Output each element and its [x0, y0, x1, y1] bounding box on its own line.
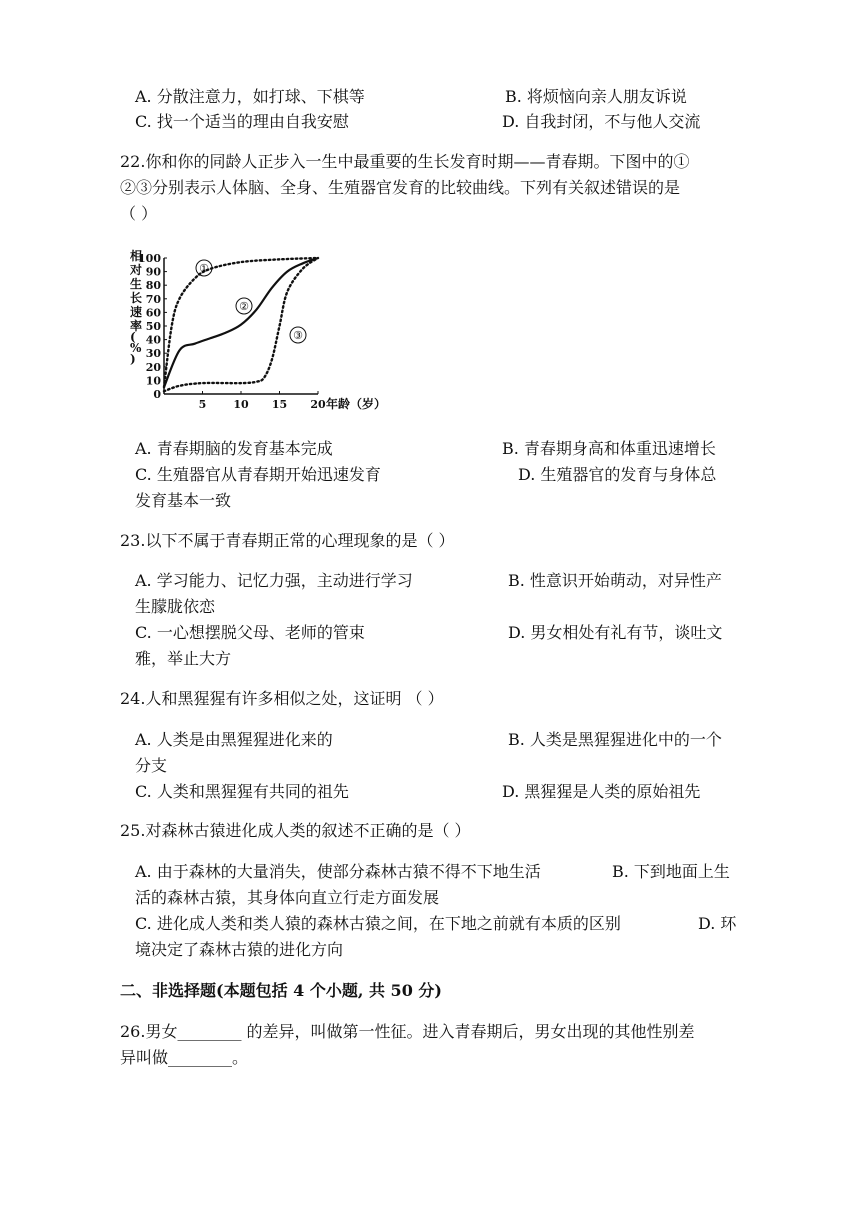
y-tick-label: 70: [145, 292, 161, 306]
q23-option-a: A. 学习能力、记忆力强，主动进行学习: [135, 571, 413, 590]
y-axis-label-char: 生: [130, 277, 143, 291]
y-axis-label-char: 率: [130, 319, 143, 333]
q22-option-b: B. 青春期身高和体重迅速增长: [502, 439, 716, 458]
q21-option-a: A. 分散注意力，如打球、下棋等: [135, 87, 365, 106]
y-axis-label-char: 长: [130, 291, 143, 305]
q23-option-b: B. 性意识开始萌动，对异性产: [508, 571, 722, 590]
q25-stem: 25.对森林古猿进化成人类的叙述不正确的是（ ）: [120, 821, 471, 840]
q23-option-c: C. 一心想摆脱父母、老师的管束: [135, 623, 365, 642]
y-tick-label: 0: [153, 388, 161, 401]
y-tick-label: 30: [145, 347, 161, 361]
y-axis-label-char: %: [130, 341, 142, 355]
q22-option-d-cont: 发育基本一致: [135, 491, 232, 510]
q25-option-c: C. 进化成人类和类人猿的森林古猿之间，在下地之前就有本质的区别: [135, 914, 621, 933]
y-axis-label-char: 对: [130, 263, 143, 277]
y-tick-label: 80: [145, 279, 161, 293]
series-label-2: ②: [239, 300, 249, 313]
q26-line1: 26.男女________ 的差异，叫做第一性征。进入青春期后，男女出现的其他性别差: [120, 1022, 695, 1041]
q23-option-d-cont: 雅，举止大方: [135, 649, 232, 668]
q23-option-d: D. 男女相处有礼有节，谈吐文: [508, 623, 723, 642]
q22-option-c: C. 生殖器官从青春期开始迅速发育: [135, 465, 381, 484]
q22-stem-line2: ②③分别表示人体脑、全身、生殖器官发育的比较曲线。下列有关叙述错误的是: [120, 178, 681, 197]
q23-option-b-cont: 生朦胧依恋: [135, 597, 216, 616]
growth-curve-chart: [118, 248, 398, 418]
q21-option-c: C. 找一个适当的理由自我安慰: [135, 112, 349, 131]
q25-option-b-cont: 活的森林古猿，其身体向直立行走方面发展: [135, 888, 440, 907]
q24-option-d: D. 黑猩猩是人类的原始祖先: [502, 782, 701, 801]
y-tick-label: 100: [138, 252, 161, 265]
q24-stem: 24.人和黑猩猩有许多相似之处，这证明 （ ）: [120, 689, 444, 708]
y-tick-label: 10: [145, 374, 161, 388]
section-title: 二、非选择题(本题包括 4 个小题, 共 50 分): [120, 981, 442, 1000]
q24-option-b: B. 人类是黑猩猩进化中的一个: [508, 730, 722, 749]
y-tick-label: 90: [145, 265, 161, 279]
y-axis-label-char: (: [130, 330, 136, 344]
q22-option-d: D. 生殖器官的发育与身体总: [518, 465, 717, 484]
y-tick-label: 40: [145, 333, 161, 347]
q24-option-b-cont: 分支: [135, 756, 168, 775]
x-tick-label: 10: [233, 398, 249, 411]
x-tick-label: 15: [271, 398, 288, 411]
q25-option-d-cont: 境决定了森林古猿的进化方向: [135, 940, 344, 959]
q21-option-b: B. 将烦恼向亲人朋友诉说: [505, 87, 687, 106]
q25-option-a: A. 由于森林的大量消失，使部分森林古猿不得不下地生活: [135, 862, 541, 881]
q24-option-a: A. 人类是由黑猩猩进化来的: [135, 730, 333, 749]
y-axis-label-char: 速: [130, 305, 143, 319]
q25-option-b: B. 下到地面上生: [612, 862, 730, 881]
q22-stem-line1: 22.你和你的同龄人正步入一生中最重要的生长发育时期——青春期。下图中的①: [120, 152, 690, 171]
series-label-3: ③: [293, 329, 303, 342]
q26-line2: 异叫做________。: [120, 1048, 249, 1067]
y-tick-label: 60: [145, 306, 161, 320]
y-tick-label: 20: [145, 360, 161, 374]
q22-stem-line3: （ ）: [120, 204, 158, 223]
y-tick-label: 50: [145, 320, 161, 333]
x-tick-label: 5: [198, 398, 207, 411]
y-axis-label-char: ): [130, 352, 136, 366]
q24-option-c: C. 人类和黑猩猩有共同的祖先: [135, 782, 349, 801]
series-label-1: ①: [199, 262, 209, 275]
x-tick-label: 20: [310, 398, 326, 411]
q23-stem: 23.以下不属于青春期正常的心理现象的是（ ）: [120, 531, 455, 550]
q25-option-d: D. 环: [698, 914, 737, 933]
y-axis-label: [129, 248, 142, 366]
q22-option-a: A. 青春期脑的发育基本完成: [135, 439, 333, 458]
y-axis-label-char: 相: [130, 249, 143, 263]
x-axis-label: 年龄（岁）: [326, 397, 387, 411]
q21-option-d: D. 自我封闭，不与他人交流: [502, 112, 701, 131]
